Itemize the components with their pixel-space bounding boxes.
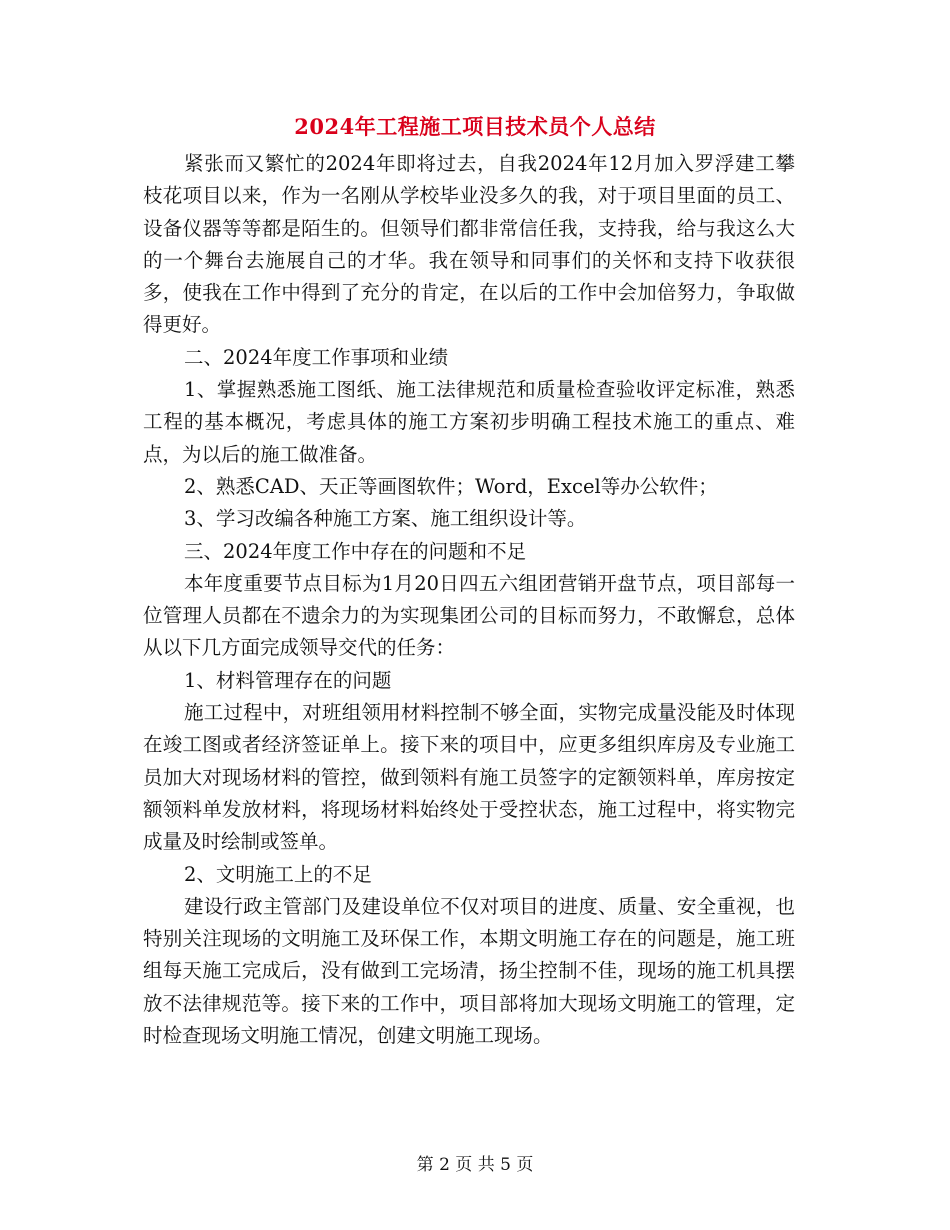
document-title: 2024年工程施工项目技术员个人总结 [294, 114, 656, 139]
subheading-civilized-construction: 2、文明施工上的不足 [184, 862, 372, 886]
paragraph-intro: 紧张而又繁忙的2024年即将过去，自我2024年12月加入罗浮建工攀枝花项目以来，作为一名刚从学校毕业没多久的我，对于项目里面的员工、设备仪器等等都是陌生的。但领导们都非常信任我，支持我，给与我这么大的一个舞台去施展自己的才华。我在领导和同事们的关怀和支持下收获很多，使我在工作中得到了充分的肯定，在以后的工作中会加倍努力，争取做得更好。 [143, 152, 795, 337]
page-number-footer: 第 2 页 共 5 页 [416, 1155, 534, 1175]
section-heading-2: 二、2024年度工作事项和业绩 [184, 345, 449, 369]
list-item-3: 3、学习改编各种施工方案、施工组织设计等。 [184, 507, 587, 531]
section-heading-3: 三、2024年度工作中存在的问题和不足 [184, 539, 527, 563]
paragraph-materials: 施工过程中，对班组领用材料控制不够全面，实物完成量没能及时体现在竣工图或者经济签证单上。接下来的项目中，应更多组织库房及专业施工员加大对现场材料的管控，做到领料有施工员签字的定额领料单，库房按定额领料单发放材料，将现场材料始终处于受控状态，施工过程中，将实物完成量及时绘制或签单。 [143, 701, 795, 854]
list-item-2: 2、熟悉CAD、天正等画图软件；Word，Excel等办公软件； [184, 474, 718, 498]
paragraph-civilized-construction: 建设行政主管部门及建设单位不仅对项目的进度、质量、安全重视，也特别关注现场的文明施工及环保工作，本期文明施工存在的问题是，施工班组每天施工完成后，没有做到工完场清，扬尘控制不佳，现场的施工机具摆放不法律规范等。接下来的工作中，项目部将加大现场文明施工的管理，定时检查现场文明施工情况，创建文明施工现场。 [143, 894, 795, 1048]
document-body [143, 148, 795, 1052]
list-item-1: 1、掌握熟悉施工图纸、施工法律规范和质量检查验收评定标准，熟悉工程的基本概况，考虑具体的施工方案初步明确工程技术施工的重点、难点，为以后的施工做准备。 [143, 378, 795, 466]
subheading-materials: 1、材料管理存在的问题 [184, 668, 392, 692]
paragraph-milestone: 本年度重要节点目标为1月20日四五六组团营销开盘节点，项目部每一位管理人员都在不遗余力的为实现集团公司的目标而努力，不敢懈怠，总体从以下几方面完成领导交代的任务： [143, 571, 795, 660]
